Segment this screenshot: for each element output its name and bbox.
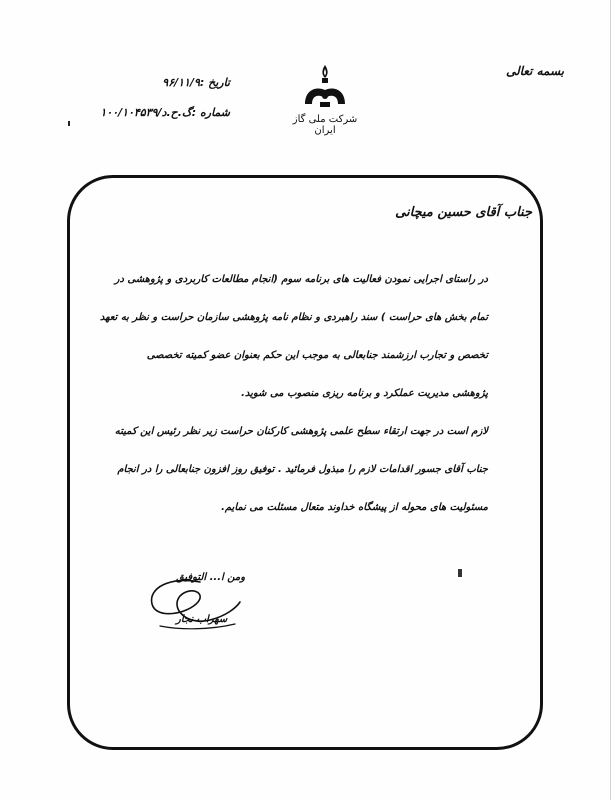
body-line: تمام بخش های حراست ) سند راهبردی و نظام نامه پژوهشی سازمان حراست و نظر به تعهد xyxy=(99,312,488,323)
body-line: لازم است در جهت ارتقاء سطح علمی پژوهشی کارکنان حراست زیر نظر رئیس این کمیته xyxy=(114,426,488,437)
body-line: مسئولیت های محوله از پیشگاه خداوند متعال مسئلت می نمایم. xyxy=(221,502,488,513)
body-line: در راستای اجرایی نمودن فعالیت های برنامه سوم (انجام مطالعات کاربردی و پژوهشی در xyxy=(114,274,488,285)
margin-mark xyxy=(458,569,462,577)
organization-name: شرکت ملی گاز ایران xyxy=(292,114,358,136)
invocation-heading: بسمه تعالی xyxy=(505,64,564,78)
organization-logo xyxy=(282,62,368,136)
recipient-salutation: جناب آقای حسین میچانی xyxy=(395,205,532,220)
scan-edge-line xyxy=(610,0,611,800)
flame-emblem-icon xyxy=(300,62,350,112)
letter-date: تاریخ :۹۶/۱۱/۹ xyxy=(162,76,230,89)
letter-meta xyxy=(60,68,230,128)
handwritten-signature xyxy=(140,574,250,634)
letter-body xyxy=(99,270,488,536)
body-line: تخصص و تجارب ارزشمند جنابعالی به موجب این حکم بعنوان عضو کمیته تخصصی xyxy=(146,350,488,361)
closing-phrase: ومن ا... التوفیق xyxy=(176,572,246,583)
body-line: جناب آقای جسور اقدامات لازم را مبذول فرمائید . توفیق روز افزون جنابعالی را در انجام xyxy=(117,464,488,475)
margin-mark xyxy=(68,121,70,126)
letter-number: شماره :گ.ح.د/۱۰۰/۱۰۴۵۳۹ xyxy=(100,106,230,119)
body-line: پژوهشی مدیریت عملکرد و برنامه ریزی منصوب می شوید. xyxy=(241,388,488,399)
signer-name: سهراب نجار xyxy=(176,614,228,625)
